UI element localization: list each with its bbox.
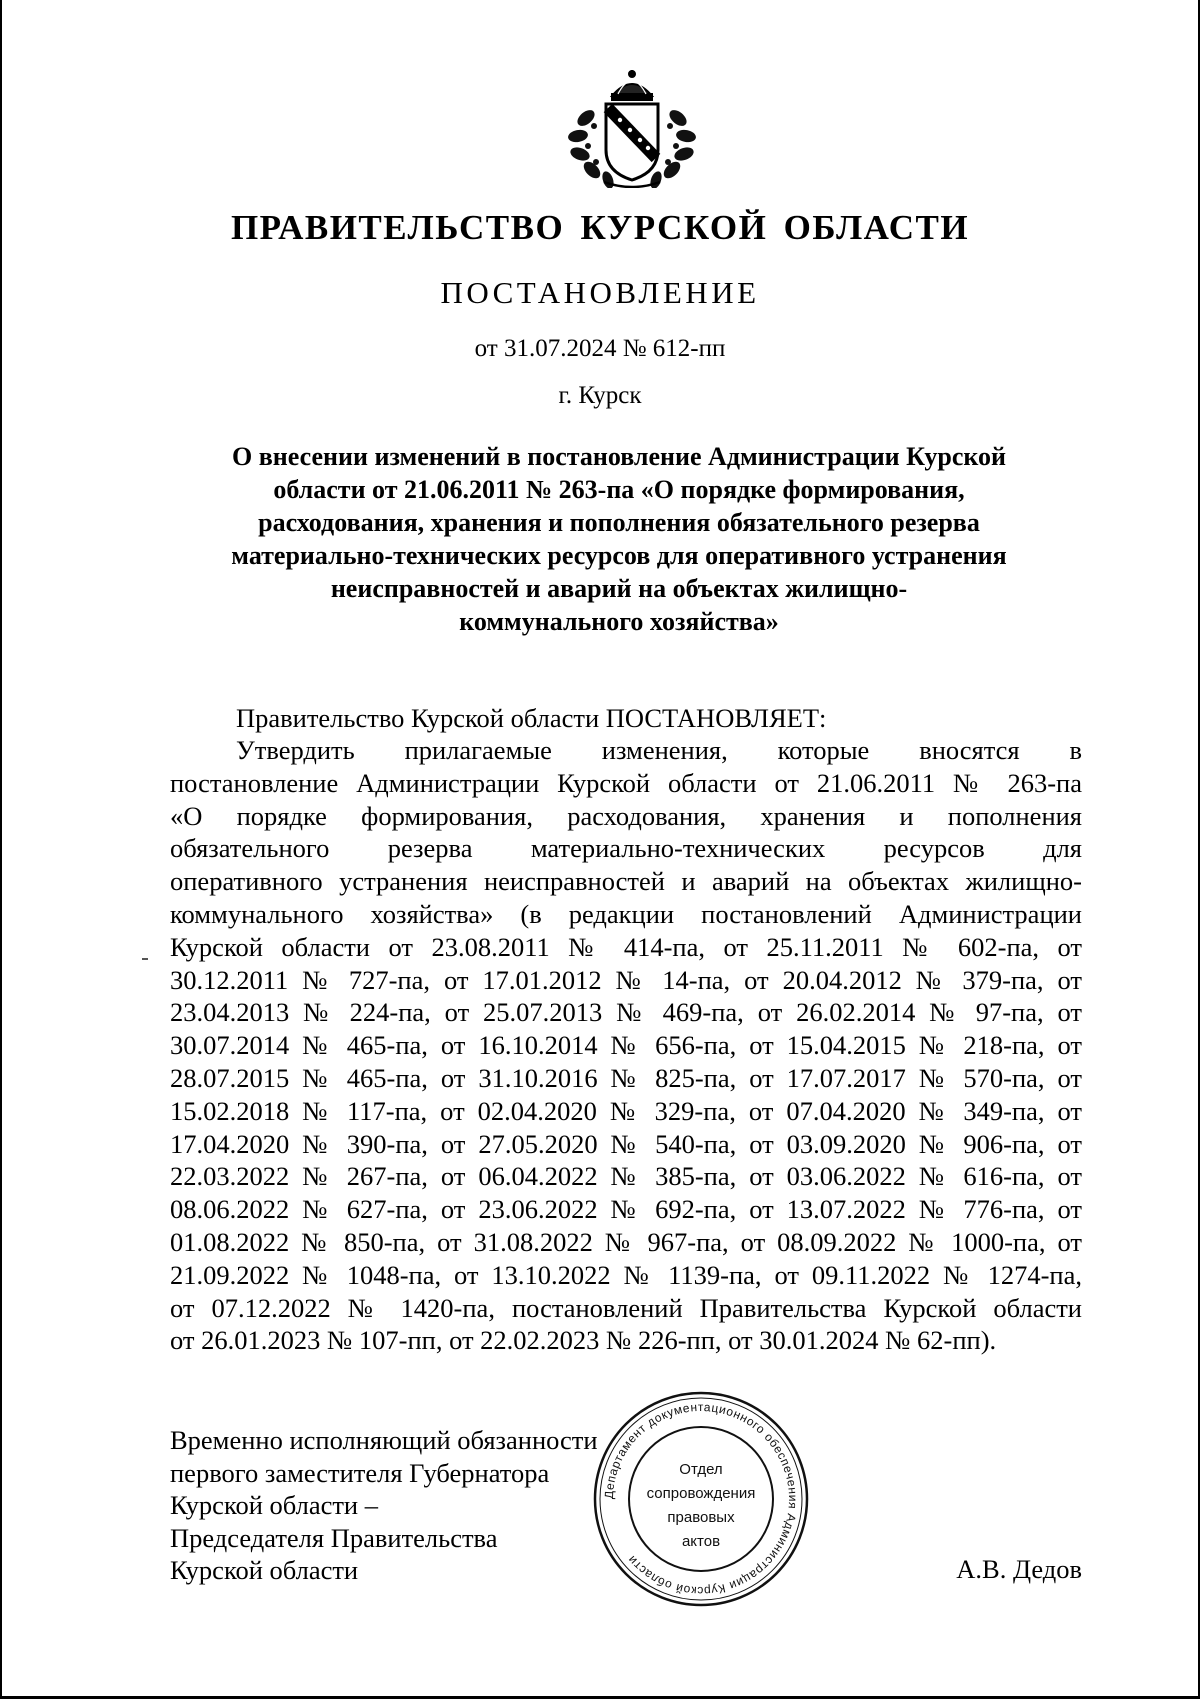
signer-line: первого заместителя Губернатора — [170, 1457, 550, 1488]
body-line: 01.08.2022 № 850-па, от 31.08.2022 № 967-па, от 08.09.2022 № 1000-па, от — [170, 1226, 1082, 1257]
official-stamp — [590, 1388, 812, 1610]
document-date-number: от 31.07.2024 № 612-пп — [474, 335, 726, 362]
body-line: Утвердить прилагаемые изменения, которые вносятся в — [236, 735, 1082, 765]
stamp-center-text — [590, 1458, 812, 1554]
body-line: 30.07.2014 № 465-па, от 16.10.2014 № 656-па, от 15.04.2015 № 218-па, от — [170, 1030, 1082, 1061]
body-line: 08.06.2022 № 627-па, от 23.06.2022 № 692-па, от 13.07.2022 № 776-па, от — [170, 1194, 1082, 1225]
subject-line: расходования, хранения и пополнения обязательного резерва — [258, 508, 980, 537]
body-line: 23.04.2013 № 224-па, от 25.07.2013 № 469-па, от 26.02.2014 № 97-па, от — [170, 997, 1082, 1028]
body-line: коммунального хозяйства» (в редакции постановлений Администрации — [170, 898, 1082, 929]
body-line: 22.03.2022 № 267-па, от 06.04.2022 № 385-па, от 03.06.2022 № 616-па, от — [170, 1161, 1082, 1192]
subject-line: неисправностей и аварий на объектах жилищно- — [330, 574, 908, 603]
org-title: ПРАВИТЕЛЬСТВО КУРСКОЙ ОБЛАСТИ — [230, 208, 970, 247]
signer-line: Курской области — [170, 1555, 359, 1585]
crown-icon — [612, 70, 652, 100]
subject-line: О внесении изменений в постановление Администрации Курской — [232, 442, 1006, 471]
body-line: от 26.01.2023 № 107-пп, от 22.02.2023 № 226-пп, от 30.01.2024 № 62-пп). — [170, 1325, 997, 1356]
document-subject — [190, 440, 1048, 638]
body-line: 21.09.2022 № 1048-па, от 13.10.2022 № 1139-па, от 09.11.2022 № 1274-па, — [170, 1259, 1082, 1290]
signer-title — [170, 1424, 598, 1587]
shield-icon — [606, 104, 658, 180]
page-border-left — [0, 0, 2, 1699]
body-line: Курской области от 23.08.2011 № 414-па, от 25.11.2011 № 602-па, от — [170, 931, 1082, 962]
subject-line: области от 21.06.2011 № 263-па «О порядке формирования, — [273, 475, 965, 504]
stamp-line: Отдел — [679, 1461, 723, 1478]
body-line: обязательного резерва материально-технических ресурсов для — [170, 833, 1082, 864]
scan-artifact — [142, 958, 148, 960]
stamp-line: правовых — [667, 1509, 735, 1526]
body-line: «О порядке формирования, расходования, хранения и пополнения — [170, 800, 1082, 831]
subject-line: коммунального хозяйства» — [459, 607, 779, 636]
signer-name: А.В. Дедов — [956, 1554, 1082, 1584]
document-city: г. Курск — [558, 382, 642, 409]
document-body — [170, 734, 1082, 1357]
document-type: ПОСТАНОВЛЕНИЕ — [440, 275, 760, 310]
signer-line: Председателя Правительства — [170, 1522, 498, 1553]
body-line: постановление Администрации Курской области от 21.06.2011 № 263-па — [170, 767, 1082, 798]
stamp-line: актов — [681, 1533, 721, 1550]
subject-line: материально-технических ресурсов для оперативного устранения — [231, 541, 1007, 570]
stamp-ring-text: Департамент документационного обеспечения Администрации Курской области — [601, 1399, 801, 1599]
body-line: 28.07.2015 № 465-па, от 31.10.2016 № 825-па, от 17.07.2017 № 570-па, от — [170, 1062, 1082, 1093]
stamp-line: сопровождения — [646, 1485, 756, 1502]
body-line: 15.02.2018 № 117-па, от 02.04.2020 № 329-па, от 07.04.2020 № 349-па, от — [170, 1095, 1082, 1126]
body-line: от 07.12.2022 № 1420-па, постановлений Правительства Курской области — [170, 1292, 1082, 1323]
body-line: оперативного устранения неисправностей и аварий на объектах жилищно- — [170, 866, 1082, 897]
signer-line: Курской области – — [170, 1490, 378, 1520]
preamble: Правительство Курской области ПОСТАНОВЛЯЕТ: — [236, 703, 827, 733]
signer-line: Временно исполняющий обязанности — [170, 1425, 598, 1455]
coat-of-arms-emblem — [568, 70, 696, 188]
body-line: 17.04.2020 № 390-па, от 27.05.2020 № 540-па, от 03.09.2020 № 906-па, от — [170, 1128, 1082, 1159]
body-line: 30.12.2011 № 727-па, от 17.01.2012 № 14-па, от 20.04.2012 № 379-па, от — [170, 964, 1082, 995]
